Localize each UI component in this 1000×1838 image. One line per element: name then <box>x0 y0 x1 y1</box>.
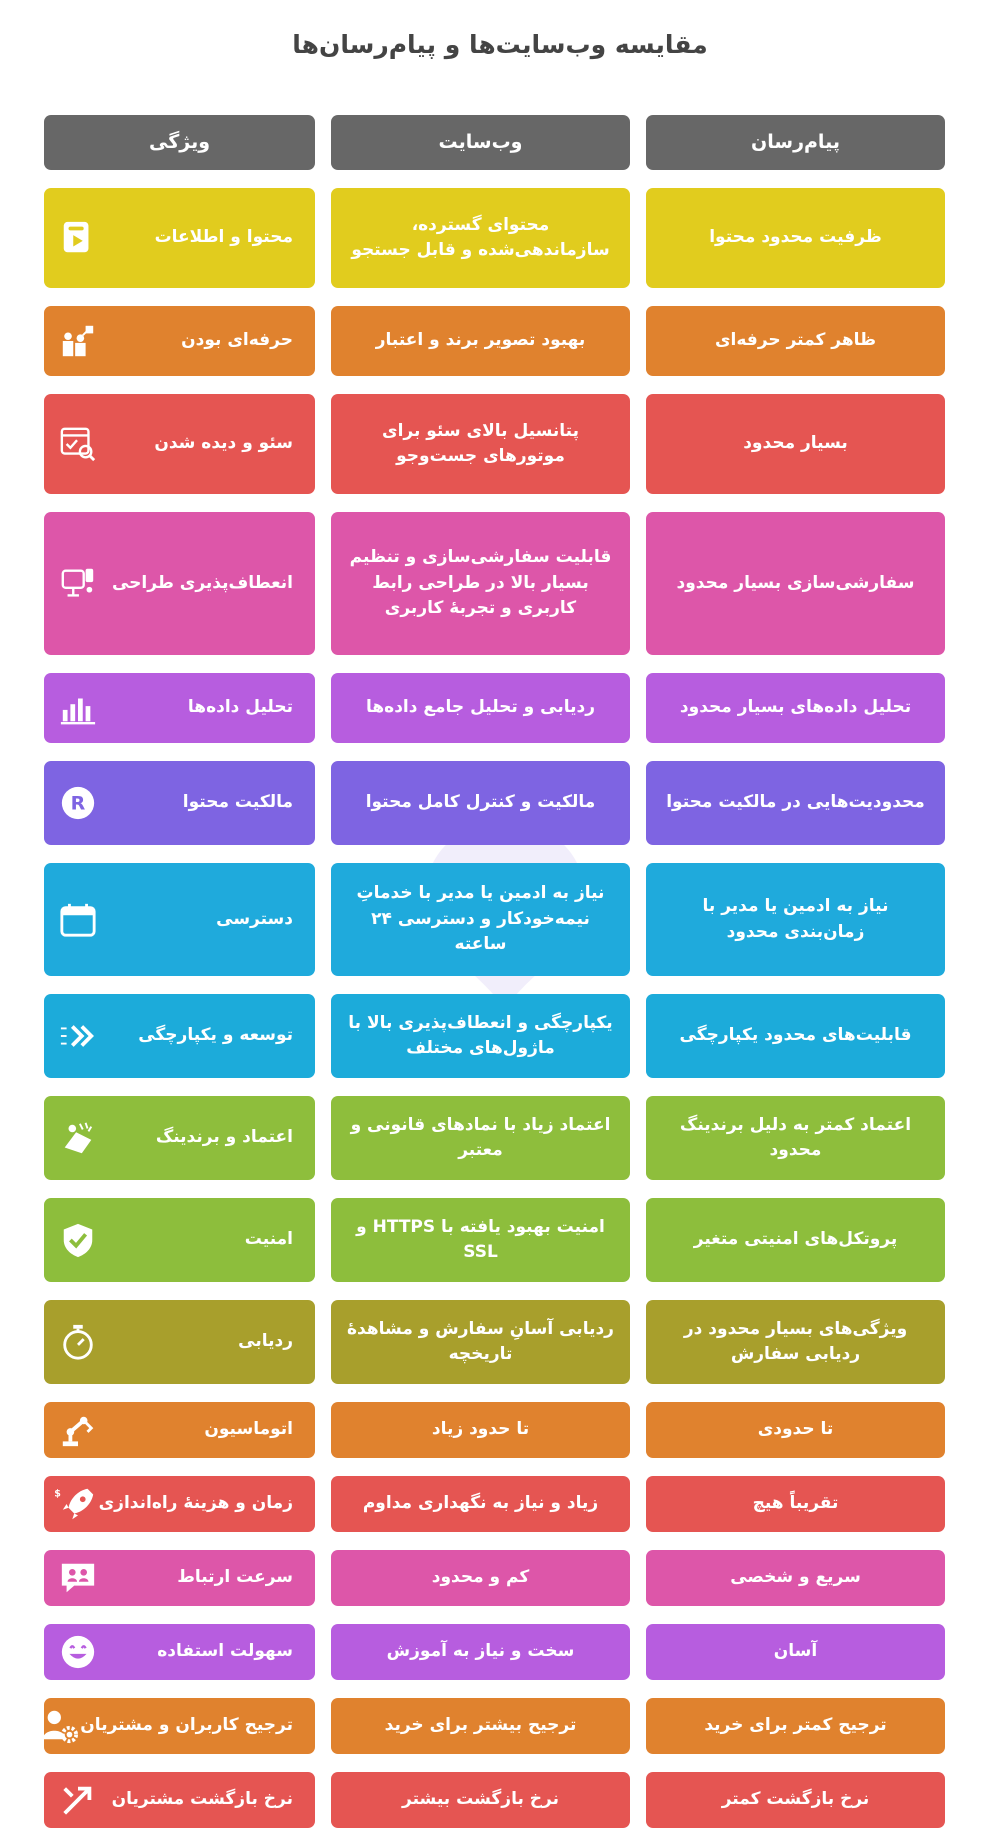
messenger-cell: سفارشی‌سازی بسیار محدود <box>646 512 945 655</box>
header-messenger: پیام‌رسان <box>646 115 945 170</box>
messenger-cell: نیاز به ادمین یا مدیر با زمان‌بندی محدود <box>646 863 945 976</box>
feature-label: زمان و هزینهٔ راه‌اندازی <box>98 1493 293 1514</box>
feature-label: حرفه‌ای بودن <box>181 330 293 351</box>
feature-cell <box>44 1096 315 1180</box>
professional-icon <box>58 321 98 361</box>
website-cell: اعتماد زیاد با نمادهای قانونی و معتبر <box>331 1096 630 1180</box>
feature-cell <box>44 1698 315 1754</box>
header-website: وب‌سایت <box>331 115 630 170</box>
messenger-cell: اعتماد کمتر به دلیل برندینگ محدود <box>646 1096 945 1180</box>
messenger-cell: ظرفیت محدود محتوا <box>646 188 945 288</box>
calendar-icon <box>58 900 98 940</box>
messenger-cell: محدودیت‌هایی در مالکیت محتوا <box>646 761 945 845</box>
messenger-cell: تا حدودی <box>646 1402 945 1458</box>
website-cell: قابلیت سفارشی‌سازی و تنظیم بسیار بالا در طراحی رابط کاربری و تجربهٔ کاربری <box>331 512 630 655</box>
registered-icon <box>58 783 98 823</box>
feature-label: اتوماسیون <box>204 1419 293 1440</box>
page-title: مقایسه وب‌سایت‌ها و پیام‌رسان‌ها <box>292 30 708 59</box>
integration-icon <box>58 1016 98 1056</box>
messenger-cell: پروتکل‌های امنیتی متغیر <box>646 1198 945 1282</box>
feature-label: نرخ بازگشت مشتریان <box>111 1789 293 1810</box>
feature-cell <box>44 188 315 288</box>
feature-label: امنیت <box>244 1229 293 1250</box>
messenger-cell: سریع و شخصی <box>646 1550 945 1606</box>
shield-icon <box>58 1220 98 1260</box>
messenger-cell: نرخ بازگشت کمتر <box>646 1772 945 1828</box>
feature-label: اعتماد و برندینگ <box>155 1127 293 1148</box>
user-gear-icon <box>40 1706 80 1746</box>
feature-cell <box>44 1198 315 1282</box>
website-cell: مالکیت و کنترل کامل محتوا <box>331 761 630 845</box>
website-cell: یکپارچگی و انعطاف‌پذیری بالا با ماژول‌های مختلف <box>331 994 630 1078</box>
website-cell: ردیابی آسانِ سفارش و مشاهدهٔ تاریخچه <box>331 1300 630 1384</box>
feature-label: انعطاف‌پذیری طراحی <box>111 572 293 593</box>
trust-icon <box>58 1118 98 1158</box>
chat-users-icon <box>58 1558 98 1598</box>
website-cell: کم و محدود <box>331 1550 630 1606</box>
website-cell: سخت و نیاز به آموزش <box>331 1624 630 1680</box>
messenger-cell: تقریباً هیچ <box>646 1476 945 1532</box>
feature-cell <box>44 994 315 1078</box>
messenger-cell: آسان <box>646 1624 945 1680</box>
feature-label: دسترسی <box>216 908 293 929</box>
website-cell: زیاد و نیاز به نگهداری مداوم <box>331 1476 630 1532</box>
seo-icon <box>58 424 98 464</box>
messenger-cell: ظاهر کمتر حرفه‌ای <box>646 306 945 376</box>
messenger-cell: ویژگی‌های بسیار محدود در ردیابی سفارش <box>646 1300 945 1384</box>
website-cell: نیاز به ادمین یا مدیر با خدماتِ نیمه‌خودکار و دسترسی ۲۴ ساعته <box>331 863 630 976</box>
messenger-cell: ترجیح کمتر برای خرید <box>646 1698 945 1754</box>
feature-label: ردیابی <box>238 1331 293 1352</box>
feature-label: سهولت استفاده <box>157 1641 293 1662</box>
feature-label: توسعه و یکپارچگی <box>138 1025 293 1046</box>
website-cell: تا حدود زیاد <box>331 1402 630 1458</box>
feature-cell <box>44 1476 315 1532</box>
design-icon <box>58 564 98 604</box>
feature-cell <box>44 863 315 976</box>
feature-label: سئو و دیده شدن <box>154 433 293 454</box>
feature-cell <box>44 1300 315 1384</box>
comparison-table <box>44 115 946 1828</box>
svg-text:$: $ <box>54 1488 61 1500</box>
analytics-icon <box>58 688 98 728</box>
feature-cell <box>44 761 315 845</box>
messenger-cell: تحلیل داده‌های بسیار محدود <box>646 673 945 743</box>
feature-label: سرعت ارتباط <box>177 1567 293 1588</box>
website-cell: بهبود تصویر برند و اعتبار <box>331 306 630 376</box>
feature-cell <box>44 512 315 655</box>
robot-arm-icon <box>58 1410 98 1450</box>
feature-cell <box>44 1402 315 1458</box>
feature-cell <box>44 1624 315 1680</box>
feature-label: مالکیت محتوا <box>182 792 293 813</box>
return-arrow-icon <box>58 1780 98 1820</box>
website-cell: محتوای گسترده، سازماندهی‌شده و قابل جستجو <box>331 188 630 288</box>
feature-cell <box>44 1550 315 1606</box>
rocket-icon <box>54 1484 98 1524</box>
website-cell: امنیت بهبود یافته با HTTPS و SSL <box>331 1198 630 1282</box>
stopwatch-icon <box>58 1322 98 1362</box>
feature-cell <box>44 673 315 743</box>
website-cell: پتانسیل بالای سئو برای موتورهای جست‌وجو <box>331 394 630 494</box>
feature-label: ترجیح کاربران و مشتریان <box>80 1715 293 1736</box>
website-cell: ترجیح بیشتر برای خرید <box>331 1698 630 1754</box>
content-icon <box>58 218 98 258</box>
messenger-cell: قابلیت‌های محدود یکپارچگی <box>646 994 945 1078</box>
svg-text:R: R <box>70 792 86 815</box>
feature-cell <box>44 394 315 494</box>
feature-label: محتوا و اطلاعات <box>154 227 293 248</box>
feature-cell <box>44 306 315 376</box>
smile-icon <box>58 1632 98 1672</box>
website-cell: ردیابی و تحلیل جامع داده‌ها <box>331 673 630 743</box>
messenger-cell: بسیار محدود <box>646 394 945 494</box>
website-cell: نرخ بازگشت بیشتر <box>331 1772 630 1828</box>
feature-cell <box>44 1772 315 1828</box>
feature-label: تحلیل داده‌ها <box>187 697 293 718</box>
header-feature: ویژگی <box>44 115 315 170</box>
